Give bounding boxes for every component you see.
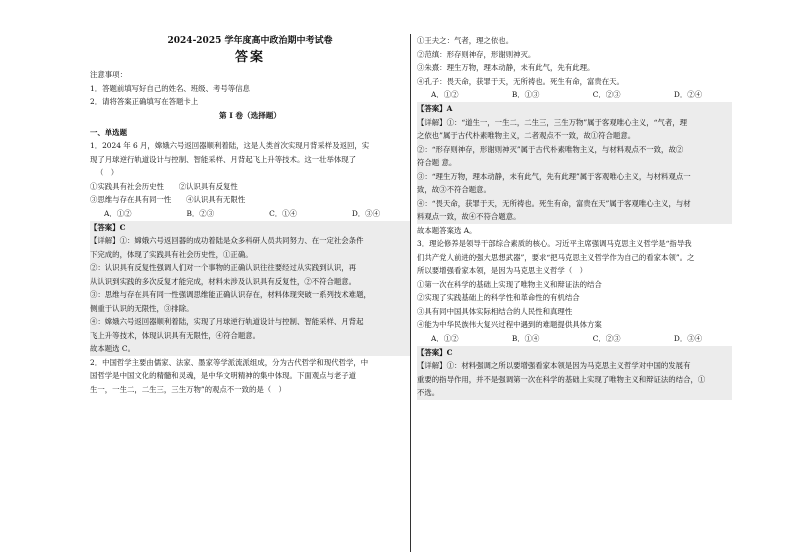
question-line: 现了月球逆行轨道设计与控制、智能采样、月背起飞上升等技术。这一壮举体现了: [90, 154, 357, 164]
left-column: [90, 34, 410, 552]
question-line: 生一，一生二，二生三，三生万物”的观点不一致的是（ ）: [90, 384, 286, 394]
choice-line: ①第一次在科学的基础上实现了唯物主义和辩证法的结合: [417, 279, 602, 289]
analysis-line: 【详解】①：“道生一，一生二，二生三，三生万物”属于客观唯心主义，“气者，理: [417, 117, 688, 127]
q3-analysis: [417, 359, 732, 400]
analysis-line: 致，故③不符合题意。: [417, 185, 491, 194]
analysis-line: ②：认识具有反复性强调人们对一个事物的正确认识往往要经过从实践到认识，再: [90, 263, 357, 272]
choice-line: ①实践具有社会历史性 ②认识具有反复性: [90, 181, 238, 191]
analysis-line: ②：“形存则神存，形谢则神灭”属于古代朴素唯物主义，与材料观点不一致，故②: [417, 144, 684, 154]
q1-analysis: [90, 234, 410, 356]
analysis-line: ④：“畏天命，获罪于天，无所祷也。死生有命，富贵在天”属于客观唯心主义，与材: [417, 198, 691, 208]
question-line: 2．中国哲学主要由儒家、法家、墨家等学派流派组成，分为古代哲学和现代哲学，中: [90, 357, 369, 367]
choice-line: ③朱熹：理生万物，理本动静，未有此气，先有此理。: [417, 63, 595, 72]
analysis-line: ③：“理生万物，理本动静，未有此气，先有此理”属于客观唯心主义，与材料观点一: [417, 171, 691, 181]
question-line: 3．理论修养是领导干部综合素质的核心。习近平主席强调马克思主义哲学是“指导我: [417, 239, 692, 248]
option: D．③④: [351, 208, 380, 218]
option: C．②③: [592, 333, 621, 343]
question-line: （ ）: [96, 168, 119, 177]
analysis-line: 之依也”属于古代朴素唯物主义，二者观点不一致，故①符合题意。: [417, 131, 636, 140]
analysis-line: ③：思维与存在具有同一性强调思维能正确认识存在，材料体现突破一系列技术难题，: [90, 290, 371, 299]
analysis-line: 从认识到实践的多次反复才能完成，材料未涉及认识具有反复性，②不符合题意。: [90, 276, 357, 286]
question-line: 所以要增强看家本领，是因为马克思主义哲学（ ）: [417, 266, 587, 275]
analysis-line: 【详解】①：材料强调之所以要增强看家本领是因为马克思主义哲学对中国的发展有: [417, 361, 691, 370]
option: A．①②: [104, 208, 132, 218]
option: B．①④: [511, 333, 540, 343]
analysis-line: 故本题答案选 A。: [417, 225, 477, 235]
analysis-line: 下完成的，体现了实践具有社会历史性，①正确。: [90, 249, 253, 259]
q2-answer: 【答案】A: [417, 102, 732, 116]
analysis-line: 料观点一致，故④不符合题意。: [417, 212, 521, 221]
option: B．②③: [186, 208, 215, 218]
choice-line: ④孔子：畏天命，获罪于天，无所祷也。死生有命，富贵在天。: [417, 76, 624, 86]
analysis-line: 飞上升等技术，体现认识具有无限性，④符合题意。: [90, 330, 260, 340]
question-line: 1．2024 年 6 月，嫦娥六号返回器顺利着陆，这是人类首次实现月背采样及返回，实: [90, 141, 370, 150]
exam-title: 2024-2025 学年度高中政治期中考试卷: [167, 36, 333, 46]
option: A．①②: [431, 333, 459, 343]
q1-options: [90, 207, 410, 221]
option: D．③④: [673, 333, 702, 343]
notice-heading: 注意事项：: [90, 70, 127, 79]
choice-line: ④能为中华民族伟大复兴过程中遇到的难题提供具体方案: [417, 320, 602, 329]
choice-line: ②实现了实践基础上的科学性和革命性的有机结合: [417, 293, 580, 302]
question-line: 国哲学是中国文化的精髓和灵魂，是中华文明精神的集中体现。下面观点与老子道: [90, 371, 357, 380]
option: C．①④: [269, 208, 297, 218]
analysis-line: 符合题 意。: [417, 158, 457, 167]
q3-answer: 【答案】C: [417, 346, 732, 360]
analysis-line: 【详解】①：嫦娥六号返回器的成功着陆是众多科研人员共同努力、在一定社会条件: [90, 236, 364, 245]
choice-line: ③具有同中国具体实际相结合的人民性和真理性: [417, 306, 573, 316]
q1-answer: 【答案】C: [90, 221, 410, 235]
answer-heading: 答案: [234, 50, 265, 65]
question-line: 们共产党人前进的强大思想武器”，要求“把马克思主义哲学作为自己的看家本领”。之: [417, 252, 695, 262]
analysis-line: 不选。: [417, 388, 440, 397]
q2-analysis: [417, 116, 732, 224]
notice-item: 2．请将答案正确填写在答题卡上: [90, 97, 199, 106]
q3-options: [417, 332, 732, 346]
choice-line: ①王夫之：气者，理之依也。: [417, 36, 514, 45]
analysis-line: ④：嫦娥六号返回器顺利着陆，实现了月球逆行轨道设计与控制、智能采样、月背起: [90, 317, 364, 326]
analysis-line: 重要的指导作用，并不是强调第一次在科学的基础上实现了唯物主义和辩证法的结合，①: [417, 374, 706, 384]
option: A．①②: [431, 90, 459, 99]
notice-item: 1．答题前填写好自己的姓名、班级、考号等信息: [90, 83, 250, 93]
analysis-line: 侧重于认识的无限性，③排除。: [90, 303, 194, 313]
choice-line: ②范缜：形存则神存，形谢则神灭。: [417, 49, 536, 59]
right-column: [410, 34, 732, 552]
analysis-line: 故本题选 C。: [90, 344, 135, 353]
option: C．②③: [592, 90, 621, 99]
choice-line: ③思维与存在具有同一性 ④认识具有无限性: [90, 195, 246, 204]
q2-options: [417, 88, 732, 102]
part-title: 一、单选题: [90, 127, 127, 137]
option: B．①③: [511, 90, 540, 99]
section-title: 第 I 卷（选择题）: [219, 110, 281, 120]
option: D．②④: [673, 90, 702, 99]
